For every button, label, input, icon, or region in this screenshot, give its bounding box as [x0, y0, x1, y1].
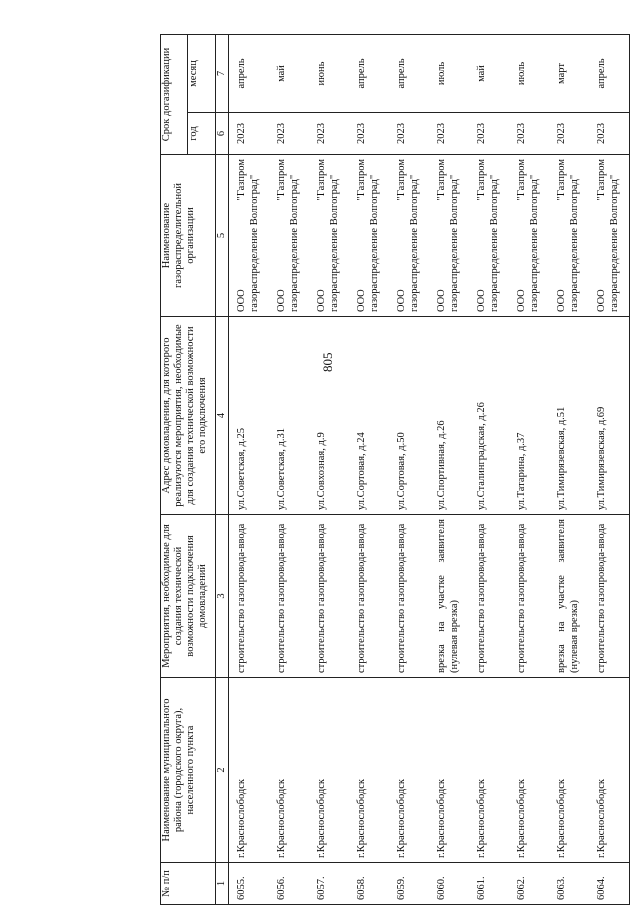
- gasification-table: [160, 34, 630, 905]
- row-year: 2023: [349, 113, 389, 155]
- row-address: ул.Татарина, д.37: [509, 317, 549, 515]
- page-number: 805: [320, 352, 335, 372]
- row-year: 2023: [309, 113, 349, 155]
- table-row: [589, 34, 630, 904]
- header-deadline: Срок догазификации: [161, 34, 188, 154]
- row-number: 6056.: [269, 863, 309, 905]
- row-number: 6059.: [389, 863, 429, 905]
- row-place: г.Краснослободск: [349, 678, 389, 863]
- row-measure: строительство газопровода-ввода: [229, 515, 270, 678]
- row-place: г.Краснослободск: [589, 678, 630, 863]
- header-org: Наименование газораспределительной организации: [161, 155, 216, 317]
- row-address: ул.Сталинградская, д.26: [469, 317, 509, 515]
- table-row: [269, 34, 309, 904]
- row-address: ул.Сортовая, д.24: [349, 317, 389, 515]
- row-org: ООО "Газпром газораспределение Волгоград": [349, 155, 389, 317]
- row-org: ООО "Газпром газораспределение Волгоград": [429, 155, 469, 317]
- header-measures: Мероприятия, необходимые для создания технической возможности подключения домовладений: [161, 515, 216, 678]
- table-row: [229, 34, 270, 904]
- row-month: март: [549, 34, 589, 112]
- row-org: ООО "Газпром газораспределение Волгоград": [589, 155, 630, 317]
- column-number: 6: [216, 113, 229, 155]
- row-address: ул.Советская, д.31: [269, 317, 309, 515]
- row-address: ул.Совхозная, д.9: [309, 317, 349, 515]
- column-number: 7: [216, 34, 229, 112]
- header-municipality: Наименование муниципального района (городского округа), населенного пункта: [161, 678, 216, 863]
- row-address: ул.Тимирязевская, д.69: [589, 317, 630, 515]
- table-row: [349, 34, 389, 904]
- row-org: ООО "Газпром газораспределение Волгоград": [549, 155, 589, 317]
- row-year: 2023: [469, 113, 509, 155]
- row-month: апрель: [229, 34, 270, 112]
- row-month: июнь: [309, 34, 349, 112]
- row-place: г.Краснослободск: [549, 678, 589, 863]
- row-place: г.Краснослободск: [389, 678, 429, 863]
- row-org: ООО "Газпром газораспределение Волгоград": [229, 155, 270, 317]
- header-month: месяц: [188, 34, 216, 112]
- header-year: год: [188, 113, 216, 155]
- header-num: № п/п: [161, 863, 216, 905]
- column-number: 1: [216, 863, 229, 905]
- row-number: 6060.: [429, 863, 469, 905]
- row-year: 2023: [509, 113, 549, 155]
- row-place: г.Краснослободск: [269, 678, 309, 863]
- row-org: ООО "Газпром газораспределение Волгоград": [309, 155, 349, 317]
- row-address: ул.Спортивная, д.26: [429, 317, 469, 515]
- table-row: [509, 34, 549, 904]
- row-measure: врезка на участке заявителя (нулевая врезка): [549, 515, 589, 678]
- row-measure: строительство газопровода-ввода: [309, 515, 349, 678]
- column-number: 5: [216, 155, 229, 317]
- table-row: [389, 34, 429, 904]
- row-year: 2023: [269, 113, 309, 155]
- row-month: май: [269, 34, 309, 112]
- row-measure: строительство газопровода-ввода: [469, 515, 509, 678]
- row-year: 2023: [429, 113, 469, 155]
- row-month: июль: [429, 34, 469, 112]
- row-month: апрель: [589, 34, 630, 112]
- row-number: 6062.: [509, 863, 549, 905]
- table-row: [469, 34, 509, 904]
- column-number: 3: [216, 515, 229, 678]
- row-year: 2023: [389, 113, 429, 155]
- row-measure: строительство газопровода-ввода: [509, 515, 549, 678]
- row-measure: строительство газопровода-ввода: [349, 515, 389, 678]
- header-address: Адрес домовладения, для которого реализуются мероприятия, необходимые для создания технической возможности его подключения: [161, 317, 216, 515]
- row-month: апрель: [389, 34, 429, 112]
- table-row: [309, 34, 349, 904]
- row-measure: строительство газопровода-ввода: [389, 515, 429, 678]
- rotated-table-wrapper: [160, 35, 640, 905]
- column-number: 4: [216, 317, 229, 515]
- row-month: май: [469, 34, 509, 112]
- row-number: 6058.: [349, 863, 389, 905]
- row-place: г.Краснослободск: [309, 678, 349, 863]
- row-measure: строительство газопровода-ввода: [589, 515, 630, 678]
- table-row: [429, 34, 469, 904]
- row-address: ул.Советская, д.25: [229, 317, 270, 515]
- row-place: г.Краснослободск: [509, 678, 549, 863]
- row-month: апрель: [349, 34, 389, 112]
- row-measure: строительство газопровода-ввода: [269, 515, 309, 678]
- row-measure: врезка на участке заявителя (нулевая врезка): [429, 515, 469, 678]
- row-year: 2023: [549, 113, 589, 155]
- row-number: 6063.: [549, 863, 589, 905]
- row-org: ООО "Газпром газораспределение Волгоград": [389, 155, 429, 317]
- row-number: 6057.: [309, 863, 349, 905]
- row-place: г.Краснослободск: [429, 678, 469, 863]
- row-year: 2023: [589, 113, 630, 155]
- row-org: ООО "Газпром газораспределение Волгоград": [509, 155, 549, 317]
- row-place: г.Краснослободск: [469, 678, 509, 863]
- row-org: ООО "Газпром газораспределение Волгоград": [269, 155, 309, 317]
- row-number: 6061.: [469, 863, 509, 905]
- column-number: 2: [216, 678, 229, 863]
- row-org: ООО "Газпром газораспределение Волгоград": [469, 155, 509, 317]
- row-address: ул.Тимирязевская, д.51: [549, 317, 589, 515]
- row-year: 2023: [229, 113, 270, 155]
- row-month: июль: [509, 34, 549, 112]
- row-number: 6055.: [229, 863, 270, 905]
- row-place: г.Краснослободск: [229, 678, 270, 863]
- row-address: ул.Сортовая, д.50: [389, 317, 429, 515]
- table-row: [549, 34, 589, 904]
- row-number: 6064.: [589, 863, 630, 905]
